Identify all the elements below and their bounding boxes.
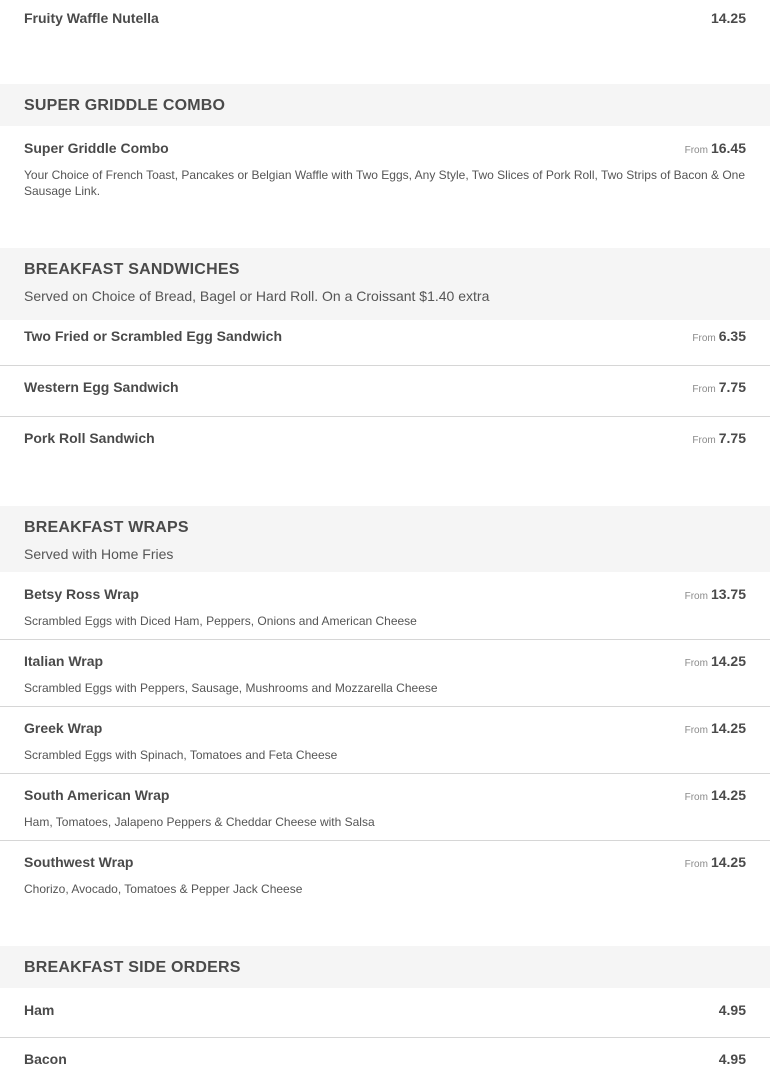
menu-item-super-griddle-combo[interactable] <box>0 140 770 199</box>
item-description: Scrambled Eggs with Peppers, Sausage, Mushrooms and Mozzarella Cheese <box>24 681 438 695</box>
menu-item-western-egg-sandwich[interactable] <box>0 379 770 397</box>
item-price: 14.25 <box>710 720 746 736</box>
item-price: 14.25 <box>710 10 746 26</box>
item-description: Scrambled Eggs with Diced Ham, Peppers, Onions and American Cheese <box>24 614 417 628</box>
divider <box>0 706 770 707</box>
item-name: Pork Roll Sandwich <box>24 430 155 446</box>
divider <box>0 1037 770 1038</box>
item-name: Betsy Ross Wrap <box>24 586 139 602</box>
from-label: From <box>692 435 716 446</box>
item-name: South American Wrap <box>24 787 170 803</box>
section-header-breakfast-side-orders <box>0 946 770 988</box>
item-description: Ham, Tomatoes, Jalapeno Peppers & Cheddar Cheese with Salsa <box>24 815 375 829</box>
item-price: 6.35 <box>718 328 746 344</box>
item-price: 4.95 <box>718 1051 746 1067</box>
section-header-breakfast-sandwiches <box>0 248 770 320</box>
from-label: From <box>684 591 708 602</box>
divider <box>0 416 770 417</box>
divider <box>0 840 770 841</box>
menu-item-pork-roll-sandwich[interactable] <box>0 430 770 448</box>
menu-item-egg-sandwich[interactable] <box>0 328 770 346</box>
item-name: Two Fried or Scrambled Egg Sandwich <box>24 328 283 344</box>
item-name: Western Egg Sandwich <box>24 379 179 395</box>
from-label: From <box>692 384 716 395</box>
from-label: From <box>684 859 708 870</box>
section-subtitle: Served on Choice of Bread, Bagel or Hard Roll. On a Croissant $1.40 extra <box>24 288 490 304</box>
menu-item-south-american-wrap[interactable] <box>0 787 770 830</box>
divider <box>0 773 770 774</box>
from-label: From <box>684 145 708 156</box>
from-label: From <box>684 725 708 736</box>
section-title: BREAKFAST SANDWICHES <box>24 261 240 278</box>
item-name: Italian Wrap <box>24 653 104 669</box>
item-price: 7.75 <box>718 379 746 395</box>
item-price: 14.25 <box>710 854 746 870</box>
section-header-breakfast-wraps <box>0 506 770 572</box>
item-name: Super Griddle Combo <box>24 140 169 156</box>
item-price: 14.25 <box>710 787 746 803</box>
item-price: 13.75 <box>710 586 746 602</box>
item-description: Scrambled Eggs with Spinach, Tomatoes and Feta Cheese <box>24 748 338 762</box>
item-price: 16.45 <box>710 140 746 156</box>
menu-item-greek-wrap[interactable] <box>0 720 770 763</box>
divider <box>0 365 770 366</box>
from-label: From <box>684 658 708 669</box>
item-name: Fruity Waffle Nutella <box>24 10 159 26</box>
from-label: From <box>692 333 716 344</box>
item-description: Your Choice of French Toast, Pancakes or Belgian Waffle with Two Eggs, Any Style, Two Slices of Pork Roll, Two Strips of Bacon & One Sausage Link. <box>24 168 746 198</box>
item-name: Southwest Wrap <box>24 854 134 870</box>
section-title: BREAKFAST SIDE ORDERS <box>24 959 241 976</box>
menu-item-bacon[interactable] <box>0 1051 770 1069</box>
item-description: Chorizo, Avocado, Tomatoes & Pepper Jack Cheese <box>24 882 303 896</box>
menu-item-ham[interactable] <box>0 1002 770 1020</box>
item-price: 7.75 <box>718 430 746 446</box>
menu-item-betsy-ross-wrap[interactable] <box>0 586 770 629</box>
section-header-super-griddle-combo <box>0 84 770 126</box>
item-name: Ham <box>24 1002 55 1018</box>
section-subtitle: Served with Home Fries <box>24 546 174 562</box>
menu-item-southwest-wrap[interactable] <box>0 854 770 897</box>
section-title: BREAKFAST WRAPS <box>24 519 189 536</box>
from-label: From <box>684 792 708 803</box>
menu-item-fruity-waffle-nutella[interactable] <box>0 10 770 28</box>
section-title: SUPER GRIDDLE COMBO <box>24 97 226 114</box>
item-price: 14.25 <box>710 653 746 669</box>
item-name: Bacon <box>24 1051 67 1067</box>
item-price: 4.95 <box>718 1002 746 1018</box>
menu-item-italian-wrap[interactable] <box>0 653 770 696</box>
item-name: Greek Wrap <box>24 720 103 736</box>
divider <box>0 639 770 640</box>
